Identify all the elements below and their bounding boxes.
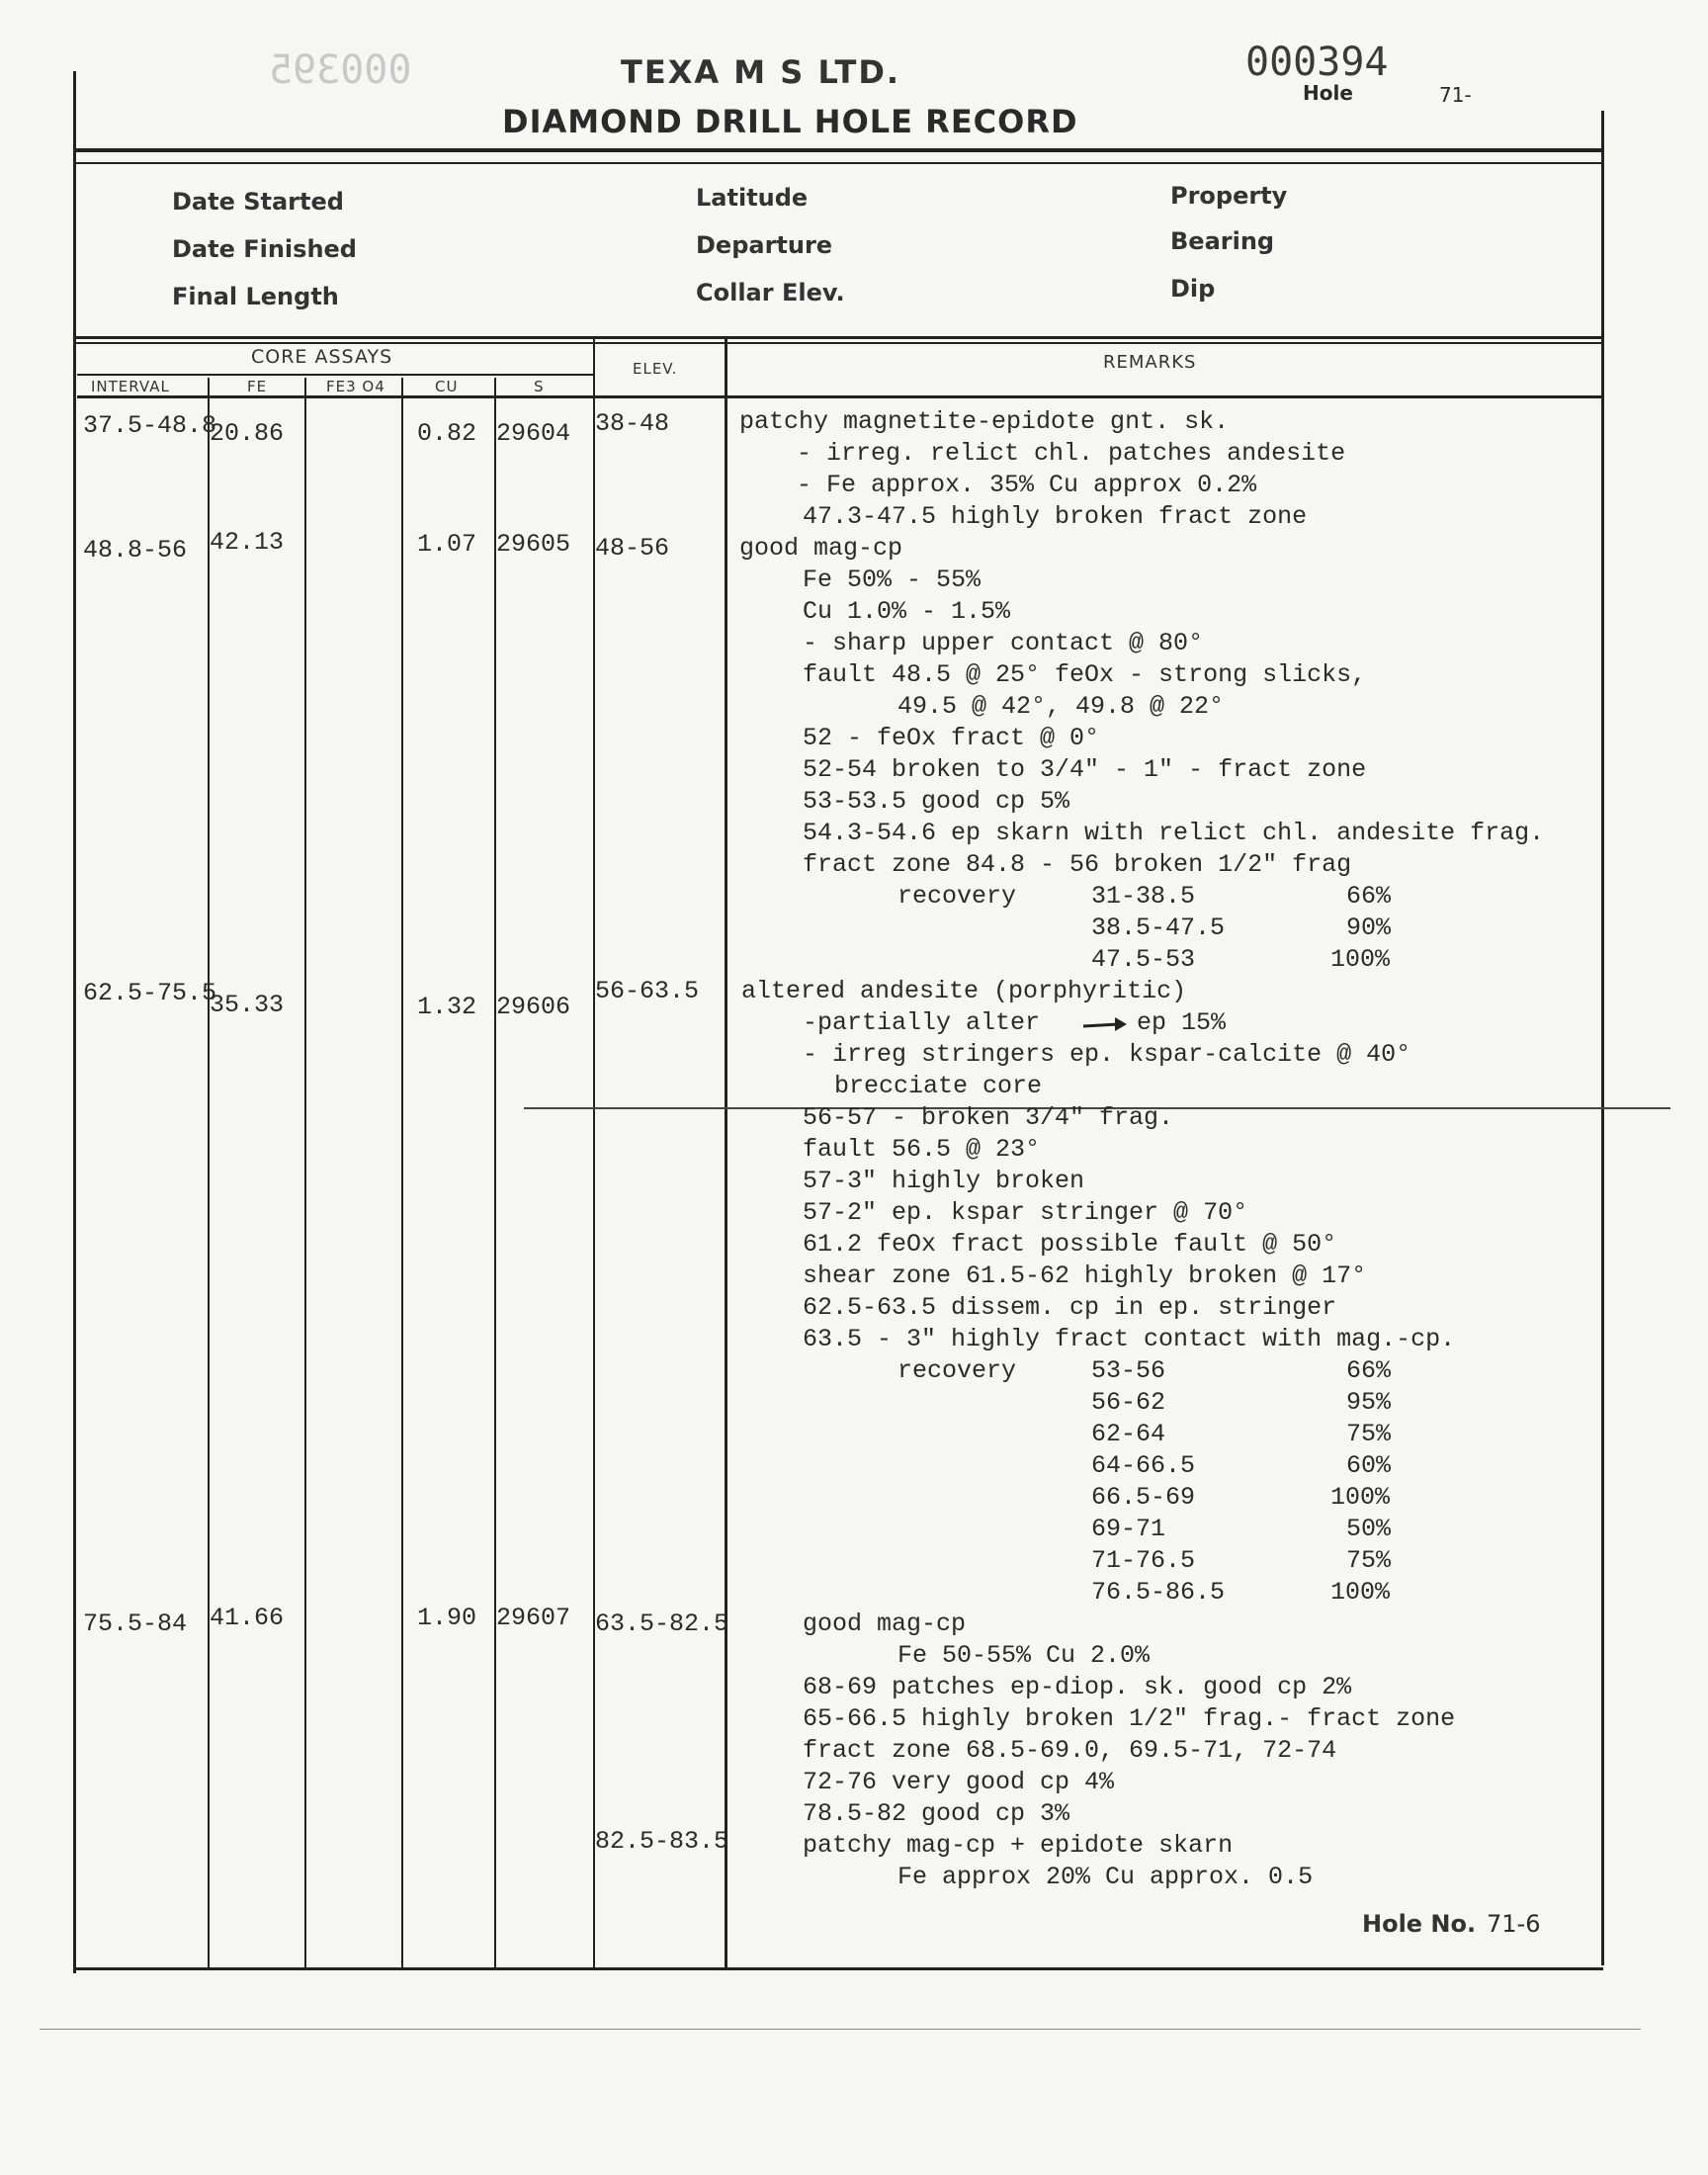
remark-line: Fe 50-55% Cu 2.0% — [897, 1641, 1151, 1670]
recovery-interval: 66.5-69 — [1091, 1483, 1196, 1512]
remark-line: 65-66.5 highly broken 1/2" frag.- fract zone — [803, 1704, 1456, 1733]
elev-column-header: ELEV. — [633, 360, 678, 378]
table-top-rule-thin — [75, 342, 1603, 344]
assay-s: 29605 — [496, 530, 571, 559]
remark-line: fault 56.5 @ 23° — [803, 1135, 1041, 1164]
date-finished-label: Date Finished — [172, 235, 357, 263]
assay-interval: 48.8-56 — [83, 536, 188, 565]
departure-label: Departure — [696, 231, 833, 259]
document-stamp-number: 000394 — [1245, 40, 1389, 85]
column-divider — [494, 378, 496, 1969]
assay-cu: 0.82 — [417, 419, 477, 448]
date-started-label: Date Started — [172, 188, 344, 216]
remark-line: brecciate core — [834, 1072, 1043, 1100]
assay-fe: 20.86 — [210, 419, 285, 448]
s-column-header: S — [534, 378, 545, 395]
assay-interval: 75.5-84 — [83, 1610, 188, 1638]
recovery-percent: 100% — [1330, 1483, 1391, 1512]
column-divider — [593, 338, 595, 1969]
property-label: Property — [1170, 182, 1288, 210]
assay-cu: 1.07 — [417, 530, 477, 559]
recovery-interval: 38.5-47.5 — [1091, 914, 1226, 942]
hole-value: 71- — [1439, 83, 1472, 107]
remark-line: - irreg. relict chl. patches andesite — [797, 439, 1346, 468]
final-length-label: Final Length — [172, 283, 339, 310]
assay-elev: 48-56 — [595, 534, 670, 563]
remark-line: good mag-cp — [739, 534, 903, 563]
assay-interval: 62.5-75.5 — [83, 979, 217, 1007]
assay-s: 29607 — [496, 1604, 571, 1632]
core-assays-underline — [77, 374, 593, 376]
assay-elev: 82.5-83.5 — [595, 1827, 729, 1856]
remark-line: 57-2" ep. kspar stringer @ 70° — [803, 1198, 1248, 1227]
remarks-column-header: REMARKS — [1103, 352, 1197, 373]
recovery-interval: 64-66.5 — [1091, 1451, 1196, 1480]
recovery-interval: 71-76.5 — [1091, 1546, 1196, 1575]
recovery-percent: 100% — [1330, 1578, 1391, 1607]
recovery-interval: 69-71 — [1091, 1515, 1166, 1543]
recovery-percent: 90% — [1346, 914, 1392, 942]
hole-no-value: 71-6 — [1487, 1910, 1541, 1938]
frame-right-border — [1601, 111, 1604, 1965]
fe3o4-column-header: FE3 O4 — [326, 378, 385, 395]
remark-line: fract zone 68.5-69.0, 69.5-71, 72-74 — [803, 1736, 1337, 1765]
hole-no-label: Hole No. — [1362, 1910, 1477, 1938]
column-divider — [725, 338, 727, 1969]
recovery-percent: 66% — [1346, 1356, 1392, 1385]
remark-line: -partially alter — [803, 1008, 1041, 1037]
page-bottom-dotted-rule — [40, 2029, 1641, 2030]
header-rule — [75, 148, 1603, 152]
recovery-percent: 75% — [1346, 1420, 1392, 1448]
assay-s: 29606 — [496, 993, 571, 1021]
column-divider — [401, 378, 403, 1969]
dip-label: Dip — [1170, 275, 1216, 303]
assay-elev: 56-63.5 — [595, 977, 700, 1005]
recovery-interval: 31-38.5 — [1091, 882, 1196, 911]
remark-line: 56-57 - broken 3/4" frag. — [803, 1103, 1174, 1132]
remark-line: 72-76 very good cp 4% — [803, 1768, 1115, 1796]
page-title: DIAMOND DRILL HOLE RECORD — [502, 103, 1078, 140]
assay-cu: 1.32 — [417, 993, 477, 1021]
remark-line: 49.5 @ 42°, 49.8 @ 22° — [897, 692, 1225, 721]
remark-line: 68-69 patches ep-diop. sk. good cp 2% — [803, 1673, 1352, 1701]
remark-line: - irreg stringers ep. kspar-calcite @ 40° — [803, 1040, 1411, 1069]
remark-line: 52-54 broken to 3/4" - 1" - fract zone — [803, 755, 1367, 784]
latitude-label: Latitude — [696, 184, 809, 212]
recovery-interval: 62-64 — [1091, 1420, 1166, 1448]
arrow-icon — [1081, 1014, 1129, 1034]
recovery-percent: 50% — [1346, 1515, 1392, 1543]
assay-fe: 35.33 — [210, 991, 285, 1019]
recovery-interval: 47.5-53 — [1091, 945, 1196, 974]
assay-fe: 42.13 — [210, 528, 285, 557]
company-name: TEXA M S LTD. — [621, 53, 901, 91]
remark-line: 52 - feOx fract @ 0° — [803, 724, 1100, 752]
remark-line: ep 15% — [1137, 1008, 1227, 1037]
remark-line: 53-53.5 good cp 5% — [803, 787, 1070, 816]
remark-line: patchy mag-cp + epidote skarn — [803, 1831, 1234, 1860]
recovery-percent: 95% — [1346, 1388, 1392, 1417]
recovery-label: recovery — [897, 882, 1017, 911]
column-divider — [208, 378, 210, 1969]
frame-left-border — [73, 71, 76, 1973]
header-rule-thin — [75, 162, 1603, 164]
core-assays-header: CORE ASSAYS — [251, 346, 393, 368]
assay-s: 29604 — [496, 419, 571, 448]
fe-column-header: FE — [247, 378, 268, 395]
recovery-interval: 56-62 — [1091, 1388, 1166, 1417]
column-divider — [304, 378, 306, 1969]
assay-interval: 37.5-48.8 — [83, 411, 217, 440]
recovery-percent: 100% — [1330, 945, 1391, 974]
assay-cu: 1.90 — [417, 1604, 477, 1632]
hole-label: Hole — [1303, 81, 1353, 105]
assay-elev: 38-48 — [595, 409, 670, 438]
remark-line: Cu 1.0% - 1.5% — [803, 597, 1011, 626]
remark-line: 47.3-47.5 highly broken fract zone — [803, 502, 1308, 531]
recovery-interval: 76.5-86.5 — [1091, 1578, 1226, 1607]
remark-line: 61.2 feOx fract possible fault @ 50° — [803, 1230, 1337, 1259]
remark-line: 54.3-54.6 ep skarn with relict chl. andesite frag. — [803, 819, 1545, 847]
remark-line: 63.5 - 3" highly fract contact with mag.-cp. — [803, 1325, 1456, 1353]
remark-line: fract zone 84.8 - 56 broken 1/2" frag — [803, 850, 1352, 879]
recovery-percent: 66% — [1346, 882, 1392, 911]
recovery-percent: 75% — [1346, 1546, 1392, 1575]
interval-column-header: INTERVAL — [91, 378, 170, 395]
remark-line: Fe approx 20% Cu approx. 0.5 — [897, 1863, 1314, 1891]
remark-line: 78.5-82 good cp 3% — [803, 1799, 1070, 1828]
table-bottom-rule — [75, 1967, 1603, 1970]
remark-line: good mag-cp — [803, 1610, 967, 1638]
recovery-percent: 60% — [1346, 1451, 1392, 1480]
cu-column-header: CU — [435, 378, 459, 395]
assay-elev: 63.5-82.5 — [595, 1610, 729, 1638]
recovery-label: recovery — [897, 1356, 1017, 1385]
recovery-interval: 53-56 — [1091, 1356, 1166, 1385]
remark-line: - Fe approx. 35% Cu approx 0.2% — [797, 471, 1257, 499]
remark-line: shear zone 61.5-62 highly broken @ 17° — [803, 1262, 1367, 1290]
remark-line: Fe 50% - 55% — [803, 566, 982, 594]
remark-line: altered andesite (porphyritic) — [741, 977, 1187, 1005]
collar-elev-label: Collar Elev. — [696, 279, 845, 306]
table-top-rule — [75, 336, 1603, 339]
remark-line: fault 48.5 @ 25° feOx - strong slicks, — [803, 660, 1367, 689]
remark-line: patchy magnetite-epidote gnt. sk. — [739, 407, 1230, 436]
remark-line: 57-3" highly broken — [803, 1167, 1085, 1195]
assay-fe: 41.66 — [210, 1604, 285, 1632]
mirrored-bleed-number: 000395 — [269, 47, 412, 93]
remark-line: - sharp upper contact @ 80° — [803, 629, 1204, 657]
bearing-label: Bearing — [1170, 227, 1275, 255]
remark-line: 62.5-63.5 dissem. cp in ep. stringer — [803, 1293, 1337, 1322]
